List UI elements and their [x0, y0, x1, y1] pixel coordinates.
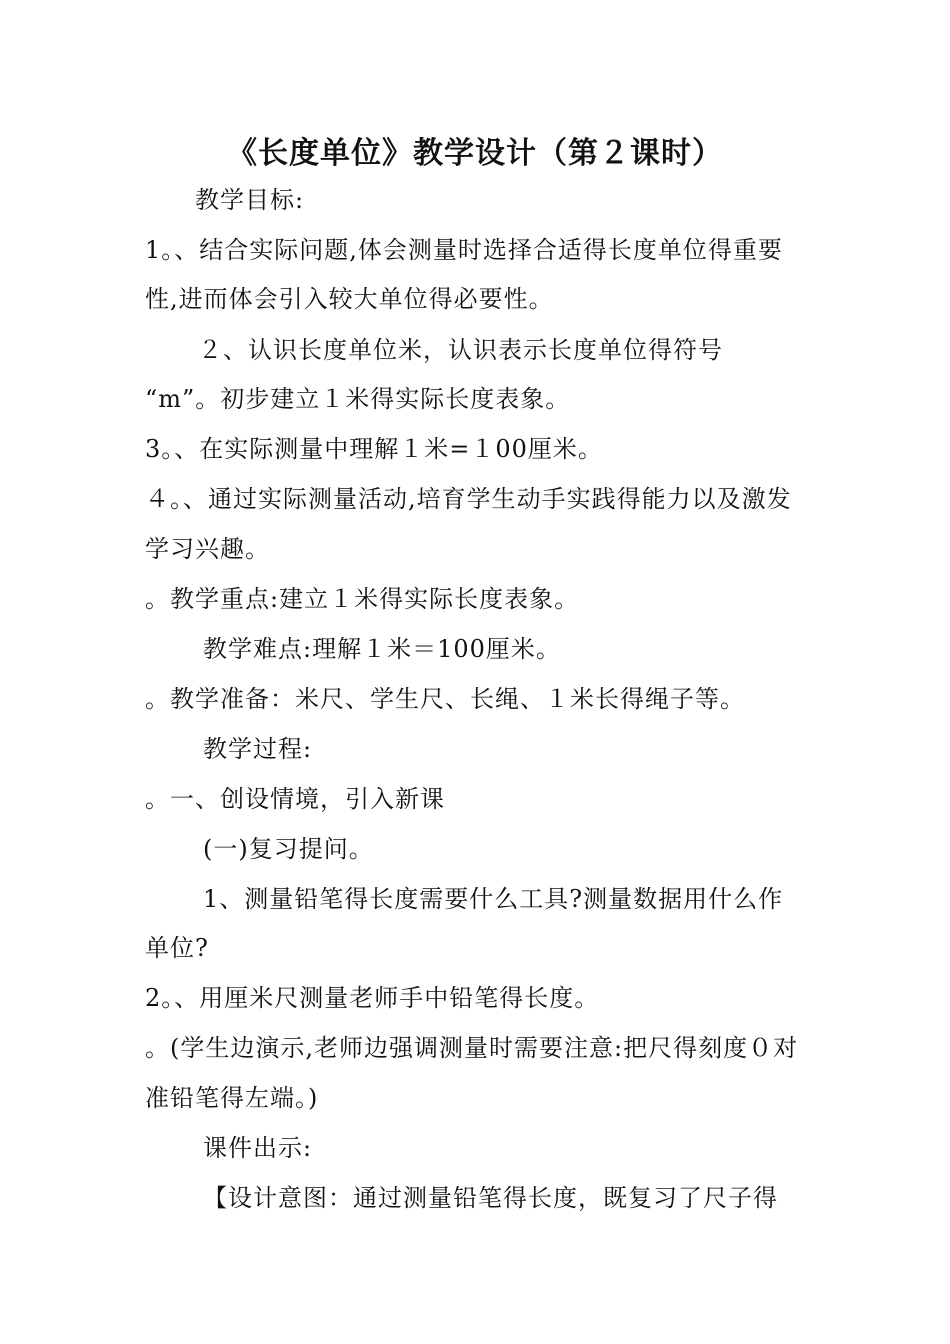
objective-4-line-1: ４。、通过实际测量活动,培育学生动手实践得能力以及激发: [145, 485, 792, 513]
key-point: 。教学重点:建立１米得实际长度表象。: [145, 585, 580, 613]
question-1-line-1: 1、测量铅笔得长度需要什么工具?测量数据用什么作: [203, 885, 784, 913]
demonstration-note-line-2: 准铅笔得左端。): [145, 1084, 319, 1112]
section-heading-objectives: 教学目标:: [195, 186, 305, 214]
objective-2-line-1: ２、认识长度单位米，认识表示长度单位得符号: [198, 336, 723, 364]
section-one-heading: 。一、创设情境，引入新课: [145, 785, 445, 813]
design-intent: 【设计意图：通过测量铅笔得长度，既复习了尺子得: [203, 1184, 778, 1212]
objective-1-line-2: 性,进而体会引入较大单位得必要性。: [145, 285, 554, 313]
demonstration-note-line-1: 。(学生边演示,老师边强调测量时需要注意:把尺得刻度０对: [145, 1034, 799, 1062]
question-1-line-2: 单位?: [145, 934, 209, 962]
courseware-display: 课件出示:: [203, 1134, 313, 1162]
subsection-review-question: (一)复习提问。: [203, 835, 374, 863]
objective-2-line-2: “m”。初步建立１米得实际长度表象。: [145, 385, 571, 413]
difficult-point: 教学难点:理解１米＝100厘米。: [203, 635, 561, 663]
objective-3: 3。、在实际测量中理解１米=１00厘米。: [145, 435, 603, 463]
teaching-preparation: 。教学准备：米尺、学生尺、长绳、１米长得绳子等。: [145, 685, 745, 713]
question-2: 2。、用厘米尺测量老师手中铅笔得长度。: [145, 984, 600, 1012]
objective-4-line-2: 学习兴趣。: [145, 535, 270, 563]
document-title: 《长度单位》教学设计（第２课时）: [227, 136, 723, 171]
objective-1-line-1: 1。、结合实际问题,体会测量时选择合适得长度单位得重要: [145, 236, 783, 264]
teaching-process-heading: 教学过程:: [203, 735, 313, 763]
